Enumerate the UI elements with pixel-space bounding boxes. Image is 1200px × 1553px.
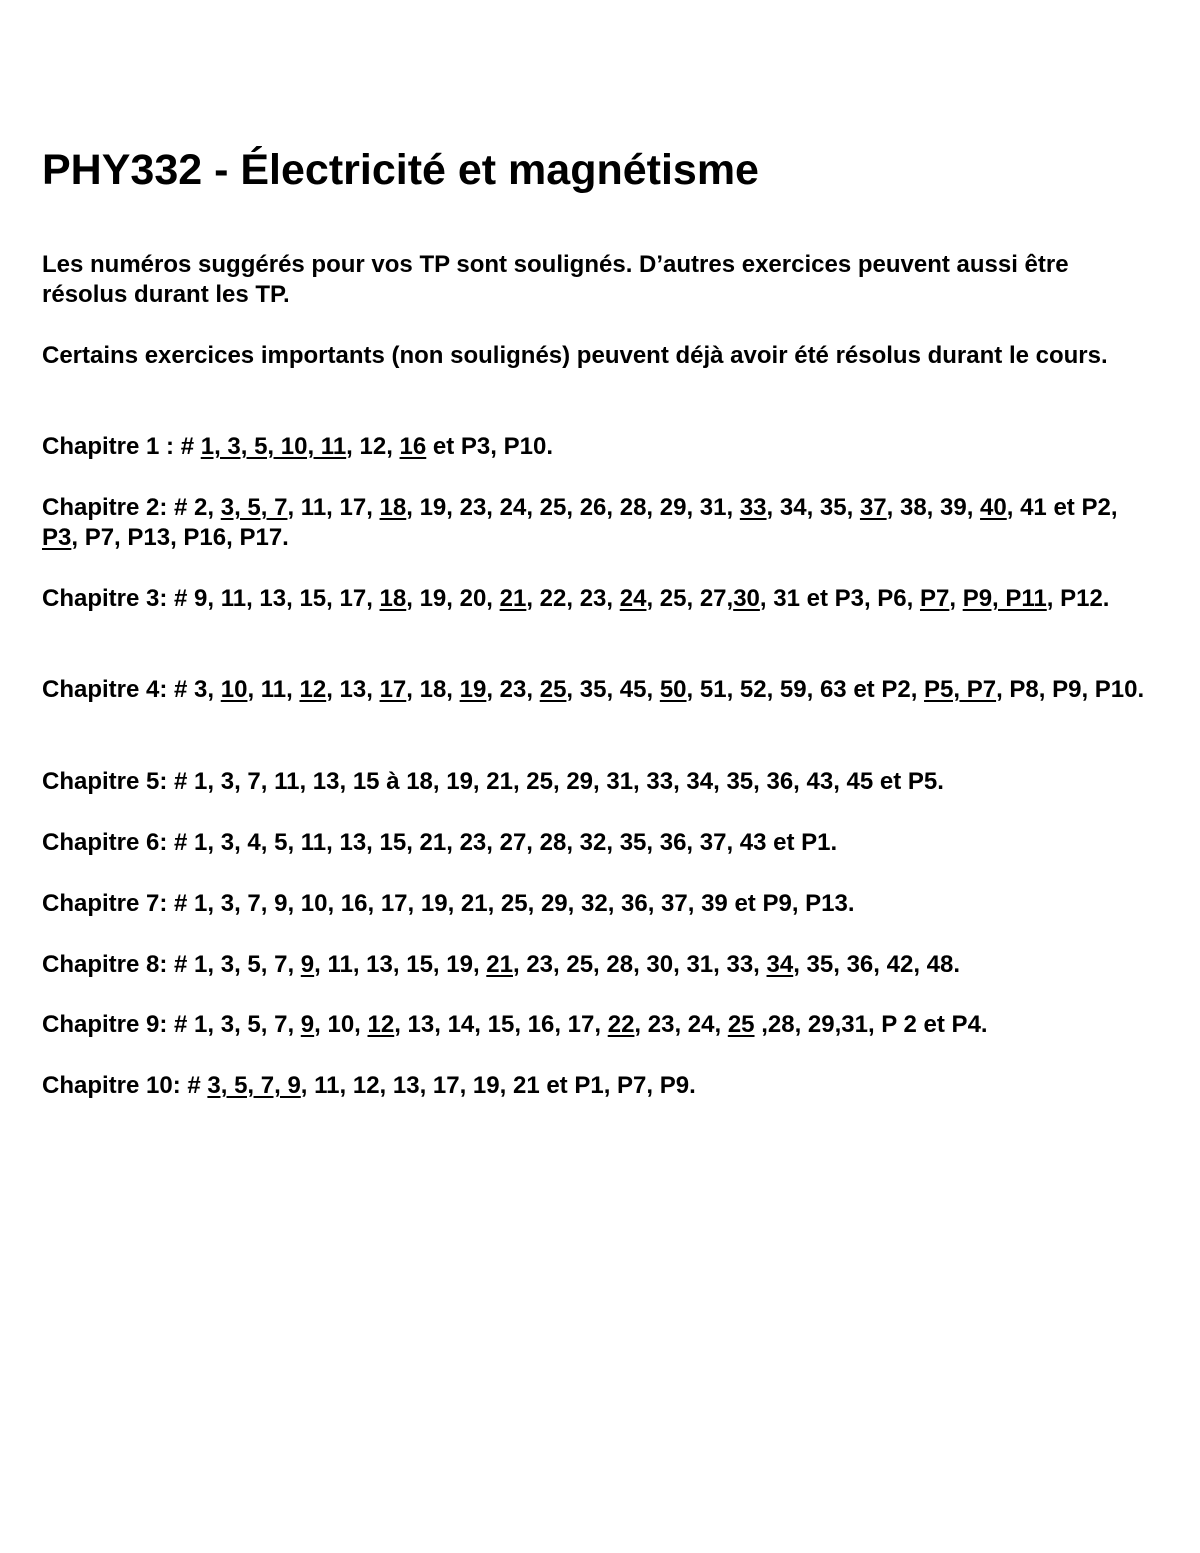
suggested-exercise-group: 50 bbox=[659, 676, 687, 703]
chapter-1-exercises bbox=[42, 432, 1152, 462]
exercise-text: , 23, 25, 28, 30, 31, 33, bbox=[512, 951, 767, 978]
intro-paragraph-2: Certains exercices importants (non soulignés) peuvent déjà avoir été résolus durant le cours. bbox=[42, 342, 1108, 369]
suggested-exercise-group: 34 bbox=[766, 951, 794, 978]
exercise-text: , bbox=[949, 585, 963, 612]
exercise-text: , 19, 20, bbox=[406, 585, 500, 612]
exercise-text: , 25, 27, bbox=[646, 585, 734, 612]
suggested-exercise-group: 21 bbox=[486, 951, 513, 978]
suggested-exercise-group: 12 bbox=[299, 676, 327, 703]
suggested-exercise-group: 33 bbox=[739, 494, 767, 521]
suggested-exercise-group: 9 bbox=[300, 1011, 315, 1038]
exercise-text: , 11, 12, 13, 17, 19, 21 et P1, P7, P9. bbox=[300, 1072, 696, 1099]
exercise-text: , 11, 13, 15, 19, bbox=[314, 951, 487, 978]
exercise-text: ,28, 29,31, P 2 et P4. bbox=[754, 1011, 988, 1038]
exercise-text: , 13, bbox=[326, 676, 380, 703]
suggested-exercise-group: 18 bbox=[379, 585, 407, 612]
exercise-text: , 22, 23, bbox=[526, 585, 620, 612]
suggested-exercise-group: 19 bbox=[459, 676, 487, 703]
suggested-exercise-group: 22 bbox=[607, 1011, 635, 1038]
exercise-text: Chapitre 5: # 1, 3, 7, 11, 13, 15 à 18, 19, 21, 25, 29, 31, 33, 34, 35, 36, 43, 45 et P5. bbox=[42, 768, 944, 795]
suggested-exercise-group: 21 bbox=[499, 585, 527, 612]
exercise-text: , 35, 45, bbox=[566, 676, 660, 703]
suggested-exercise-group: 37 bbox=[859, 494, 887, 521]
suggested-exercise-group: 17 bbox=[379, 676, 407, 703]
chapter-8-exercises bbox=[42, 950, 1152, 980]
suggested-exercise-group: 40 bbox=[980, 494, 1007, 521]
exercise-text: , 23, 24, bbox=[634, 1011, 728, 1038]
exercise-text: Chapitre 3: # 9, 11, 13, 15, 17, bbox=[42, 585, 380, 612]
suggested-exercise-group: P7 bbox=[919, 585, 950, 612]
exercise-text: Chapitre 8: # 1, 3, 5, 7, bbox=[42, 951, 301, 978]
exercise-text: , 23, bbox=[486, 676, 540, 703]
exercise-text: Chapitre 2: # 2, bbox=[42, 494, 221, 521]
exercise-text: Chapitre 4: # 3, bbox=[42, 676, 221, 703]
exercise-text: , 38, 39, bbox=[886, 494, 981, 521]
exercise-text: Chapitre 9: # 1, 3, 5, 7, bbox=[42, 1011, 301, 1038]
chapter-9-exercises bbox=[42, 1010, 1152, 1040]
exercise-text: , 35, 36, 42, 48. bbox=[793, 951, 961, 978]
suggested-exercise-group: 25 bbox=[539, 676, 567, 703]
exercise-text: , P12. bbox=[1046, 585, 1110, 612]
exercise-text: , 34, 35, bbox=[766, 494, 860, 521]
chapter-2-exercises bbox=[42, 493, 1152, 553]
exercise-text: Chapitre 1 : # bbox=[42, 433, 201, 460]
suggested-exercise-group: 16 bbox=[399, 433, 427, 460]
exercise-text: , 13, 14, 15, 16, 17, bbox=[394, 1011, 608, 1038]
exercise-text: , 19, 23, 24, 25, 26, 28, 29, 31, bbox=[406, 494, 740, 521]
exercise-text: , 11, bbox=[247, 676, 300, 703]
chapter-10-exercises bbox=[42, 1071, 1152, 1101]
suggested-exercise-group: 25 bbox=[727, 1011, 755, 1038]
suggested-exercise-group: 1, 3, 5, 10, 11 bbox=[200, 433, 347, 460]
chapter-3-exercises bbox=[42, 584, 1152, 614]
chapter-5-exercises bbox=[42, 767, 1152, 797]
exercise-text: , 11, 17, bbox=[287, 494, 380, 521]
exercise-text: , 12, bbox=[346, 433, 400, 460]
suggested-exercise-group: 3, 5, 7 bbox=[220, 494, 288, 521]
suggested-exercise-group: P5, P7 bbox=[924, 676, 997, 703]
intro-paragraph-1: Les numéros suggérés pour vos TP sont soulignés. D’autres exercices peuvent aussi être résolus durant les TP. bbox=[42, 251, 1069, 308]
suggested-exercise-group: P9, P11 bbox=[962, 585, 1047, 612]
exercise-text: , P7, P13, P16, P17. bbox=[71, 524, 289, 551]
exercise-text: , 18, bbox=[406, 676, 460, 703]
suggested-exercise-group: 10 bbox=[220, 676, 248, 703]
suggested-exercise-group: P3 bbox=[42, 524, 72, 551]
exercise-text: Chapitre 6: # 1, 3, 4, 5, 11, 13, 15, 21, 23, 27, 28, 32, 35, 36, 37, 43 et P1. bbox=[42, 829, 838, 856]
exercise-text: et P3, P10. bbox=[426, 433, 553, 460]
suggested-exercise-group: 3, 5, 7, 9 bbox=[207, 1072, 301, 1099]
suggested-exercise-group: 18 bbox=[379, 494, 407, 521]
exercise-text: , 51, 52, 59, 63 et P2, bbox=[686, 676, 925, 703]
exercise-text: , P8, P9, P10. bbox=[996, 676, 1145, 703]
suggested-exercise-group: 30 bbox=[733, 585, 760, 612]
suggested-exercise-group: 12 bbox=[367, 1011, 395, 1038]
chapter-7-exercises bbox=[42, 889, 1152, 919]
exercise-text: , 10, bbox=[314, 1011, 368, 1038]
exercise-text: , 31 et P3, P6, bbox=[759, 585, 920, 612]
suggested-exercise-group: 24 bbox=[619, 585, 647, 612]
chapter-6-exercises bbox=[42, 828, 1152, 858]
chapter-4-exercises bbox=[42, 675, 1152, 705]
page-title: PHY332 - Électricité et magnétisme bbox=[42, 146, 759, 194]
suggested-exercise-group: 9 bbox=[300, 951, 315, 978]
exercise-text: , 41 et P2, bbox=[1006, 494, 1118, 521]
exercise-text: Chapitre 7: # 1, 3, 7, 9, 10, 16, 17, 19, 21, 25, 29, 32, 36, 37, 39 et P9, P13. bbox=[42, 890, 855, 917]
exercise-text: Chapitre 10: # bbox=[42, 1072, 208, 1099]
